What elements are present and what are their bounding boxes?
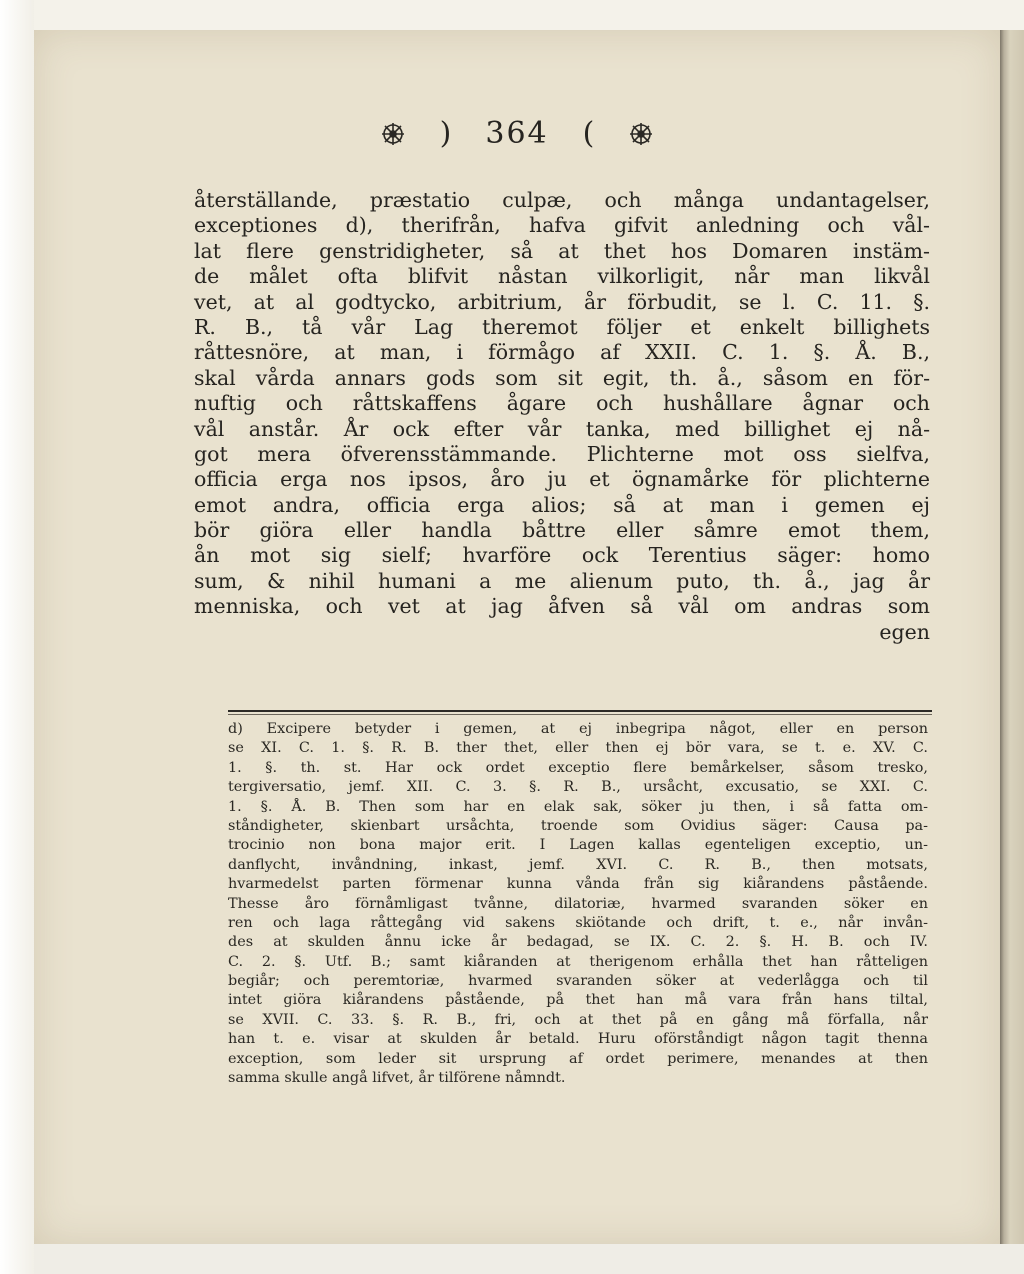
book-page <box>34 30 1000 1244</box>
footnote-line: hvarmedelst parten förmenar kunna vånda från sig kiårandens påstående. <box>228 876 928 893</box>
text-line: nuftig och råttskaffens ågare och hushållare ågnar och <box>194 391 930 416</box>
page-number: 364 <box>485 116 549 151</box>
text-line: bör giöra eller handla båttre eller såmre emot them, <box>194 518 930 543</box>
footnote-line: 1. §. th. st. Har ock ordet exceptio flere bemårkelser, såsom tresko, <box>228 759 928 776</box>
text-line: de målet ofta blifvit nåstan vilkorligit, når man likvål <box>194 264 930 289</box>
footnote-line: 1. §. Å. B. Then som har en elak sak, söker ju then, i så fatta om- <box>228 798 928 815</box>
main-text <box>194 188 930 645</box>
text-line: R. B., tå vår Lag theremot följer et enkelt billighets <box>194 314 930 339</box>
text-line: skal vårda annars gods som sit egit, th. å., såsom en för- <box>194 365 930 390</box>
footnote-line: d) Excipere betyder i gemen, at ej inbegripa något, eller en person <box>228 721 928 737</box>
footnote-line: ståndigheter, skienbart ursåchta, troende som Ovidius säger: Causa pa- <box>228 817 928 834</box>
footnote-line: danflycht, invåndning, inkast, jemf. XVI. C. R. B., then motsats, <box>228 856 928 873</box>
footnote-line: ren och laga råttegång vid sakens skiötande och drift, t. e., når invån- <box>228 914 928 931</box>
footnote-line: trocinio non bona major erit. I Lagen kallas egenteligen exceptio, un- <box>228 837 928 854</box>
text-line: ån mot sig sielf; hvarföre ock Terentius säger: homo <box>194 543 930 568</box>
footnote-line: samma skulle angå lifvet, år tilförene nåmndt. <box>228 1070 566 1087</box>
text-line: vål anstår. År ock efter vår tanka, med billighet ej nå- <box>194 416 930 441</box>
footnote-line: Thesse åro förnåmligast tvånne, dilatoriæ, hvarmed svaranden söker en <box>228 895 928 912</box>
text-line: emot andra, officia erga alios; så at man i gemen ej <box>194 492 930 517</box>
right-paren: ( <box>582 116 595 151</box>
text-line: exceptiones d), therifrån, hafva gifvit anledning och vål- <box>194 213 930 238</box>
footnote-line: begiår; och peremtoriæ, hvarmed svaranden söker at vederlågga och til <box>228 973 928 990</box>
left-paren: ) <box>439 116 452 151</box>
catchword: egen <box>879 619 930 644</box>
footnote-line: exception, som leder sit ursprung af ordet perimere, menandes at then <box>228 1050 928 1067</box>
footnote-line: han t. e. visar at skulden år betald. Huru oförståndigt någon tagit thenna <box>228 1031 928 1048</box>
text-line: sum, & nihil humani a me alienum puto, th. å., jag år <box>194 568 930 593</box>
text-line: återställande, præstatio culpæ, och många undantagelser, <box>194 188 930 212</box>
text-line: råttesnöre, at man, i förmågo af XXII. C. 1. §. Å. B., <box>194 340 930 365</box>
text-line: vet, at al godtycko, arbitrium, år förbudit, se l. C. 11. §. <box>194 289 930 314</box>
binding-edge <box>1000 30 1024 1244</box>
scan-bottom-margin <box>34 1244 1024 1274</box>
footnote-separator <box>228 710 932 712</box>
flower-ornament-icon <box>628 121 654 147</box>
footnote-line: C. 2. §. Utf. B.; samt kiåranden at therigenom erhålla thet han råtteligen <box>228 953 928 970</box>
footnote-line: intet giöra kiårandens påstående, på thet han må vara från hans tiltal, <box>228 992 928 1009</box>
footnote-line: se XVII. C. 33. §. R. B., fri, och at thet på en gång må förfalla, når <box>228 1011 928 1028</box>
scan-margin <box>0 0 34 1274</box>
footnote-line: tergiversatio, jemf. XII. C. 3. §. R. B., ursåcht, excusatio, se XXI. C. <box>228 779 928 796</box>
text-line: officia erga nos ipsos, åro ju et ögnamårke för plichterne <box>194 467 930 492</box>
text-line: lat flere genstridigheter, så at thet hos Domaren instäm- <box>194 238 930 263</box>
text-line: menniska, och vet at jag åfven så vål om andras som <box>194 594 930 619</box>
text-line: got mera öfverensstämmande. Plichterne mot oss sielfva, <box>194 441 930 466</box>
page-header <box>34 116 1000 166</box>
footnote-line: des at skulden ånnu icke år bedagad, se IX. C. 2. §. H. B. och IV. <box>228 934 928 951</box>
footnote <box>228 720 928 1088</box>
flower-ornament-icon <box>380 121 406 147</box>
footnote-separator-thin <box>228 714 932 715</box>
footnote-line: se XI. C. 1. §. R. B. ther thet, eller then ej bör vara, se t. e. XV. C. <box>228 740 928 757</box>
